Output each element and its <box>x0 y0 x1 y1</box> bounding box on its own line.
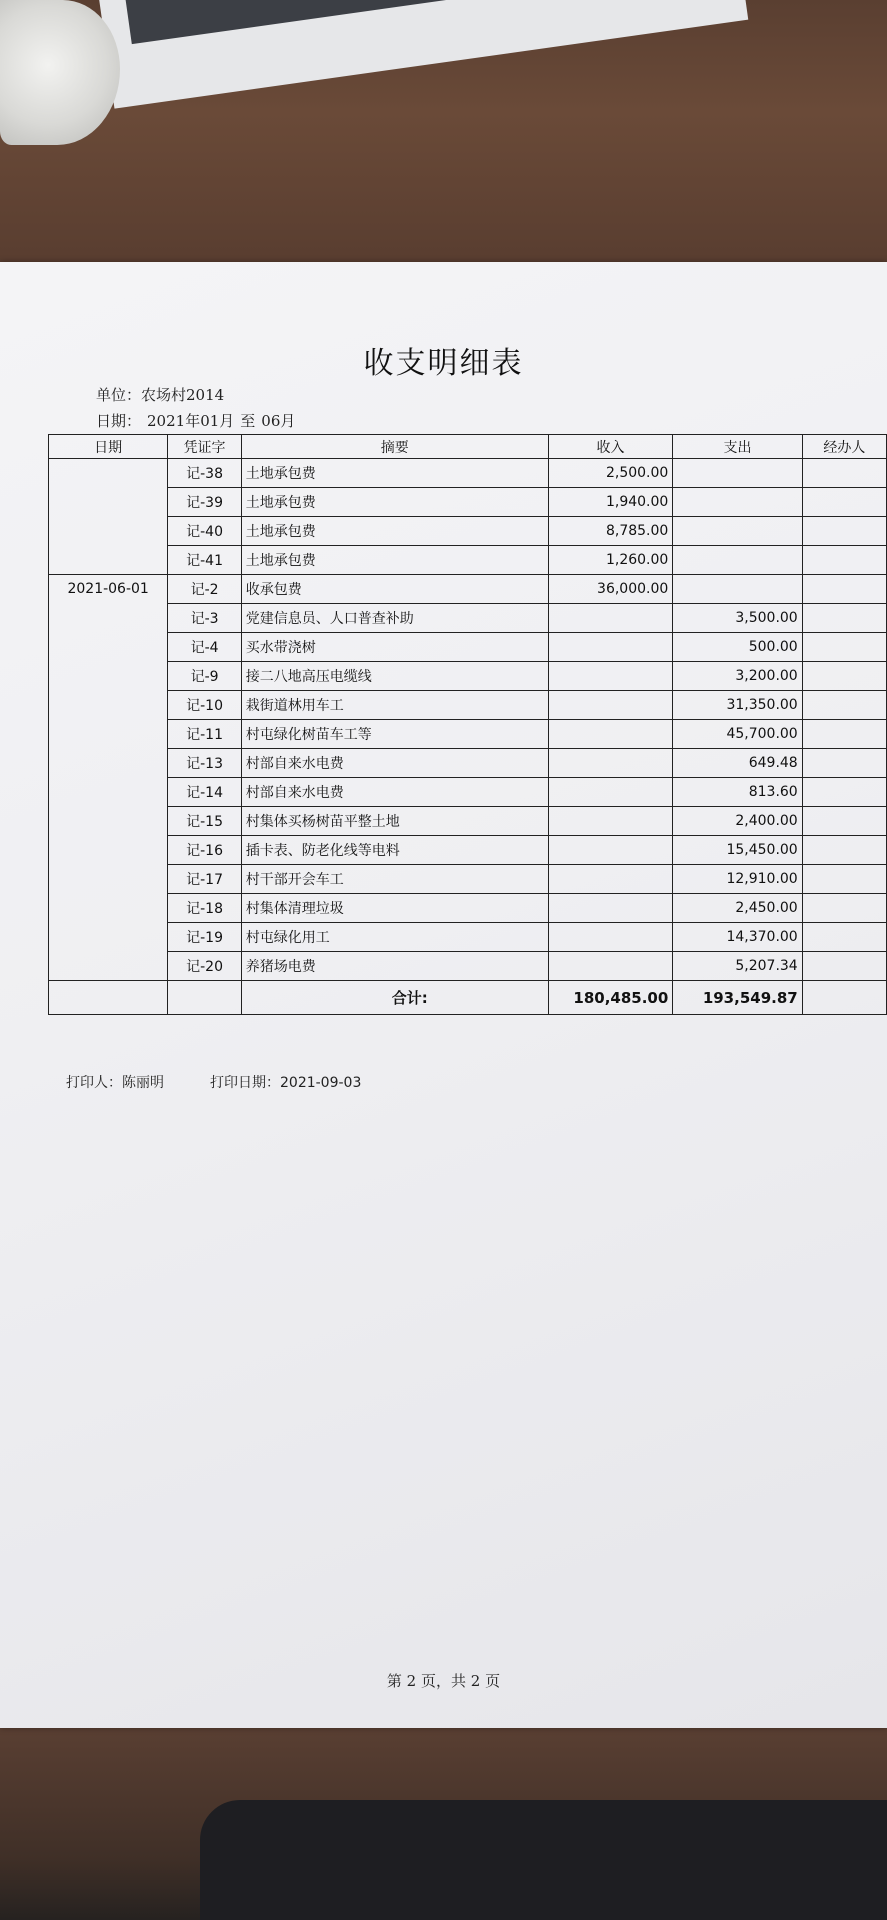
row-voucher: 记-40 <box>168 517 241 546</box>
row-voucher: 记-16 <box>168 836 241 865</box>
row-summary: 土地承包费 <box>241 488 548 517</box>
row-voucher: 记-19 <box>168 923 241 952</box>
total-expense: 193,549.87 <box>673 981 802 1015</box>
row-handler <box>802 836 886 865</box>
row-voucher: 记-18 <box>168 894 241 923</box>
row-voucher: 记-20 <box>168 952 241 981</box>
row-income <box>548 807 673 836</box>
row-income: 1,940.00 <box>548 488 673 517</box>
row-summary: 村部自来水电费 <box>241 749 548 778</box>
dark-object <box>200 1800 887 1920</box>
row-summary: 村屯绿化树苗车工等 <box>241 720 548 749</box>
header-handler: 经办人 <box>802 435 886 459</box>
table-row <box>49 952 887 981</box>
date-range-line <box>96 410 301 431</box>
row-expense <box>673 459 802 488</box>
row-handler <box>802 633 886 662</box>
row-expense: 12,910.00 <box>673 865 802 894</box>
ledger-table <box>48 434 887 1015</box>
table-row <box>49 865 887 894</box>
row-summary: 土地承包费 <box>241 517 548 546</box>
header-summary: 摘要 <box>241 435 548 459</box>
header-voucher: 凭证字 <box>168 435 241 459</box>
row-handler <box>802 546 886 575</box>
row-summary: 村干部开会车工 <box>241 865 548 894</box>
row-handler <box>802 691 886 720</box>
table-row <box>49 517 887 546</box>
header-date: 日期 <box>49 435 168 459</box>
row-voucher: 记-9 <box>168 662 241 691</box>
row-income <box>548 778 673 807</box>
row-summary: 买水带浇树 <box>241 633 548 662</box>
row-date <box>49 459 168 575</box>
row-expense: 500.00 <box>673 633 802 662</box>
row-expense: 31,350.00 <box>673 691 802 720</box>
row-handler <box>802 894 886 923</box>
row-income <box>548 865 673 894</box>
row-income: 8,785.00 <box>548 517 673 546</box>
row-summary: 土地承包费 <box>241 459 548 488</box>
table-row <box>49 720 887 749</box>
row-expense: 3,500.00 <box>673 604 802 633</box>
date-label: 日期： <box>96 412 142 430</box>
row-handler <box>802 459 886 488</box>
total-row <box>49 981 887 1015</box>
table-row <box>49 749 887 778</box>
row-expense: 813.60 <box>673 778 802 807</box>
row-income <box>548 952 673 981</box>
page-number: 第 2 页，共 2 页 <box>386 1672 501 1690</box>
table-row <box>49 488 887 517</box>
total-date-cell <box>49 981 168 1015</box>
unit-line: 单位：农场村2014 <box>96 386 225 404</box>
row-income <box>548 662 673 691</box>
row-expense: 15,450.00 <box>673 836 802 865</box>
row-voucher: 记-17 <box>168 865 241 894</box>
row-summary: 收承包费 <box>241 575 548 604</box>
total-income: 180,485.00 <box>548 981 673 1015</box>
printer-name: 打印人：陈丽明 <box>66 1075 164 1091</box>
row-summary: 村集体买杨树苗平整土地 <box>241 807 548 836</box>
row-handler <box>802 720 886 749</box>
table-row <box>49 459 887 488</box>
row-expense: 2,450.00 <box>673 894 802 923</box>
row-summary: 栽街道林用车工 <box>241 691 548 720</box>
row-summary: 土地承包费 <box>241 546 548 575</box>
print-date: 打印日期：2021-09-03 <box>210 1075 362 1091</box>
row-expense: 14,370.00 <box>673 923 802 952</box>
row-expense: 45,700.00 <box>673 720 802 749</box>
row-voucher: 记-14 <box>168 778 241 807</box>
row-voucher: 记-15 <box>168 807 241 836</box>
row-income: 1,260.00 <box>548 546 673 575</box>
row-summary: 党建信息员、人口普查补助 <box>241 604 548 633</box>
row-handler <box>802 923 886 952</box>
row-income: 2,500.00 <box>548 459 673 488</box>
row-income <box>548 604 673 633</box>
table-row <box>49 894 887 923</box>
row-voucher: 记-3 <box>168 604 241 633</box>
row-date: 2021-06-01 <box>49 575 168 981</box>
ledger-paper <box>0 262 887 1728</box>
table-row <box>49 662 887 691</box>
total-voucher-cell <box>168 981 241 1015</box>
row-income: 36,000.00 <box>548 575 673 604</box>
row-voucher: 记-13 <box>168 749 241 778</box>
row-handler <box>802 488 886 517</box>
row-summary: 接二八地高压电缆线 <box>241 662 548 691</box>
row-expense <box>673 575 802 604</box>
row-income <box>548 749 673 778</box>
date-from: 2021年01月 <box>147 412 235 430</box>
row-income <box>548 633 673 662</box>
row-handler <box>802 778 886 807</box>
total-handler-cell <box>802 981 886 1015</box>
document-title: 收支明细表 <box>363 346 524 381</box>
table-row <box>49 575 887 604</box>
row-handler <box>802 749 886 778</box>
table-row <box>49 604 887 633</box>
row-voucher: 记-4 <box>168 633 241 662</box>
row-expense <box>673 546 802 575</box>
row-handler <box>802 575 886 604</box>
row-income <box>548 923 673 952</box>
date-separator: 至 <box>240 412 256 430</box>
row-voucher: 记-38 <box>168 459 241 488</box>
date-to: 06月 <box>261 412 296 430</box>
row-voucher: 记-2 <box>168 575 241 604</box>
row-expense <box>673 517 802 546</box>
row-voucher: 记-10 <box>168 691 241 720</box>
row-handler <box>802 517 886 546</box>
table-row <box>49 778 887 807</box>
table-header-row <box>49 435 887 459</box>
row-summary: 村集体清理垃圾 <box>241 894 548 923</box>
row-handler <box>802 604 886 633</box>
row-summary: 村屯绿化用工 <box>241 923 548 952</box>
table-row <box>49 836 887 865</box>
header-expense: 支出 <box>673 435 802 459</box>
table-row <box>49 633 887 662</box>
row-expense: 3,200.00 <box>673 662 802 691</box>
header-income: 收入 <box>548 435 673 459</box>
row-voucher: 记-11 <box>168 720 241 749</box>
row-handler <box>802 865 886 894</box>
row-expense: 5,207.34 <box>673 952 802 981</box>
total-label: 合计: <box>241 981 548 1015</box>
row-income <box>548 691 673 720</box>
row-expense: 649.48 <box>673 749 802 778</box>
row-summary: 村部自来水电费 <box>241 778 548 807</box>
row-income <box>548 894 673 923</box>
row-handler <box>802 807 886 836</box>
table-row <box>49 807 887 836</box>
row-voucher: 记-39 <box>168 488 241 517</box>
row-handler <box>802 952 886 981</box>
row-summary: 插卡表、防老化线等电料 <box>241 836 548 865</box>
row-income <box>548 720 673 749</box>
row-expense: 2,400.00 <box>673 807 802 836</box>
row-handler <box>802 662 886 691</box>
table-row <box>49 923 887 952</box>
row-income <box>548 836 673 865</box>
print-info <box>66 1072 407 1092</box>
row-summary: 养猪场电费 <box>241 952 548 981</box>
row-voucher: 记-41 <box>168 546 241 575</box>
row-expense <box>673 488 802 517</box>
table-row <box>49 691 887 720</box>
table-row <box>49 546 887 575</box>
